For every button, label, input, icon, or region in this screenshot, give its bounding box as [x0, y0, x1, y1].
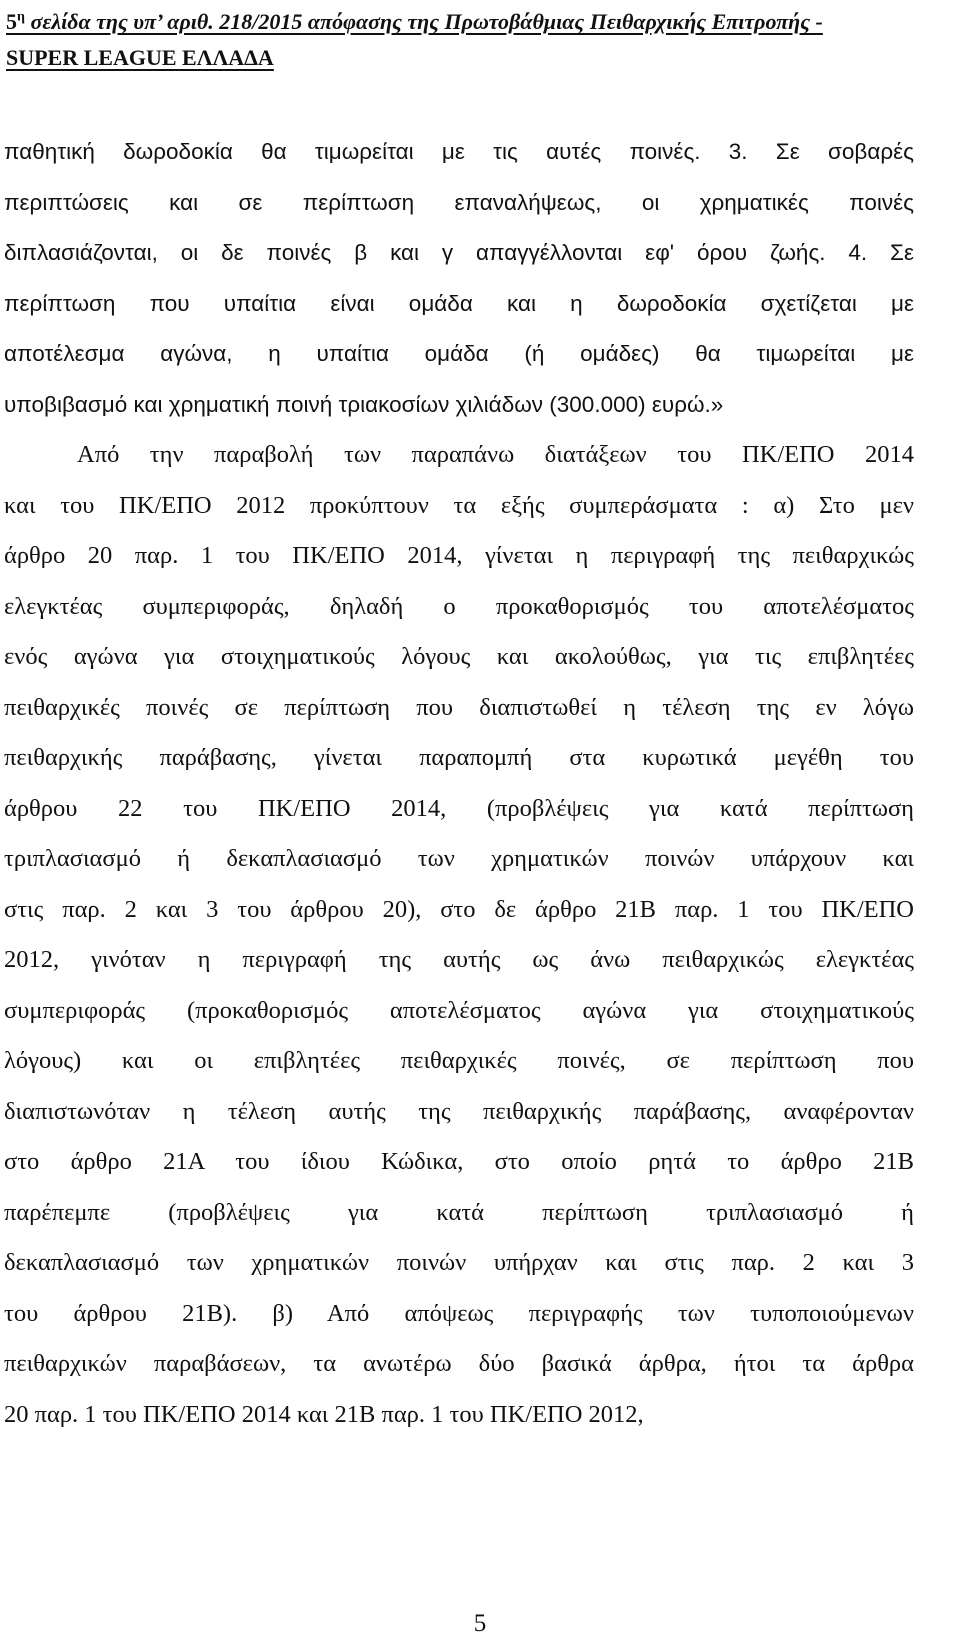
body-line: στο άρθρο 21Α του ίδιου Κώδικα, στο οποίο ρητά το άρθρο 21Β [4, 1148, 914, 1175]
body-line: και του ΠΚ/ΕΠΟ 2012 προκύπτουν τα εξής συμπεράσματα : α) Στο μεν [4, 492, 914, 519]
footer-page-number: 5 [473, 1610, 487, 1637]
header-superscript: η [17, 9, 25, 25]
body-line: πειθαρχικών παραβάσεων, τα ανωτέρω δύο βασικά άρθρα, ήτοι τα άρθρα [4, 1350, 914, 1377]
body-line: 2012, γινόταν η περιγραφή της αυτής ως άνω πειθαρχικώς ελεγκτέας [4, 946, 914, 973]
body-line: άρθρου 22 του ΠΚ/ΕΠΟ 2014, (προβλέψεις για κατά περίπτωση [4, 795, 914, 822]
body-line: 20 παρ. 1 του ΠΚ/ΕΠΟ 2014 και 21Β παρ. 1 του ΠΚ/ΕΠΟ 2012, [4, 1401, 644, 1428]
body-line: ενός αγώνα για στοιχηματικούς λόγους και ακολούθως, για τις επιβλητέες [4, 643, 914, 670]
body-line: του άρθρου 21Β). β) Από απόψεως περιγραφής των τυποποιούμενων [4, 1300, 914, 1327]
body-line: αποτέλεσμα αγώνα, η υπαίτια ομάδα (ή ομάδες) θα τιμωρείται με [4, 341, 914, 366]
body-line: στις παρ. 2 και 3 του άρθρου 20), στο δε άρθρο 21Β παρ. 1 του ΠΚ/ΕΠΟ [4, 896, 914, 923]
body-line: πειθαρχικές ποινές σε περίπτωση που διαπιστωθεί η τέλεση της εν λόγω [4, 694, 914, 721]
body-line: λόγους) και οι επιβλητέες πειθαρχικές ποινές, σε περίπτωση που [4, 1047, 914, 1074]
body-line: δεκαπλασιασμό των χρηματικών ποινών υπήρχαν και στις παρ. 2 και 3 [4, 1249, 914, 1276]
body-line: διπλασιάζονται, οι δε ποινές β και γ απαγγέλλονται εφ' όρου ζωής. 4. Σε [4, 240, 914, 265]
body-line: υποβιβασμό και χρηματική ποινή τριακοσίων χιλιάδων (300.000) ευρώ.» [4, 392, 724, 417]
page-header [6, 4, 950, 76]
body-line: τριπλασιασμό ή δεκαπλασιασμό των χρηματικών ποινών υπάρχουν και [4, 845, 914, 872]
body-line: συμπεριφοράς (προκαθορισμός αποτελέσματος αγώνα για στοιχηματικούς [4, 997, 914, 1024]
body-line: άρθρο 20 παρ. 1 του ΠΚ/ΕΠΟ 2014, γίνεται η περιγραφή της πειθαρχικώς [4, 542, 914, 569]
body-line: παρέπεμπε (προβλέψεις για κατά περίπτωση τριπλασιασμό ή [4, 1199, 914, 1226]
header-page-number: 5 [6, 9, 17, 34]
body-line: περίπτωση που υπαίτια είναι ομάδα και η δωροδοκία σχετίζεται με [4, 291, 914, 316]
body-line: παθητική δωροδοκία θα τιμωρείται με τις αυτές ποινές. 3. Σε σοβαρές [4, 139, 914, 164]
body-line: πειθαρχικής παράβασης, γίνεται παραπομπή στα κυρωτικά μεγέθη του [4, 744, 914, 771]
body-line-indented: Από την παραβολή των παραπάνω διατάξεων του ΠΚ/ΕΠΟ 2014 [77, 441, 914, 468]
header-title-line-1: σελίδα της υπ’ αριθ. 218/2015 απόφασης της Πρωτοβάθμιας Πειθαρχικής Επιτροπής - [24, 9, 823, 34]
body-line: ελεγκτέας συμπεριφοράς, δηλαδή ο προκαθορισμός του αποτελέσματος [4, 593, 914, 620]
header-title-line-2: SUPER LEAGUE ΕΛΛΑΔΑ [6, 45, 274, 70]
body-line: διαπιστωνόταν η τέλεση αυτής της πειθαρχικής παράβασης, αναφέρονταν [4, 1098, 914, 1125]
body-line: περιπτώσεις και σε περίπτωση επαναλήψεως, οι χρηματικές ποινές [4, 190, 914, 215]
